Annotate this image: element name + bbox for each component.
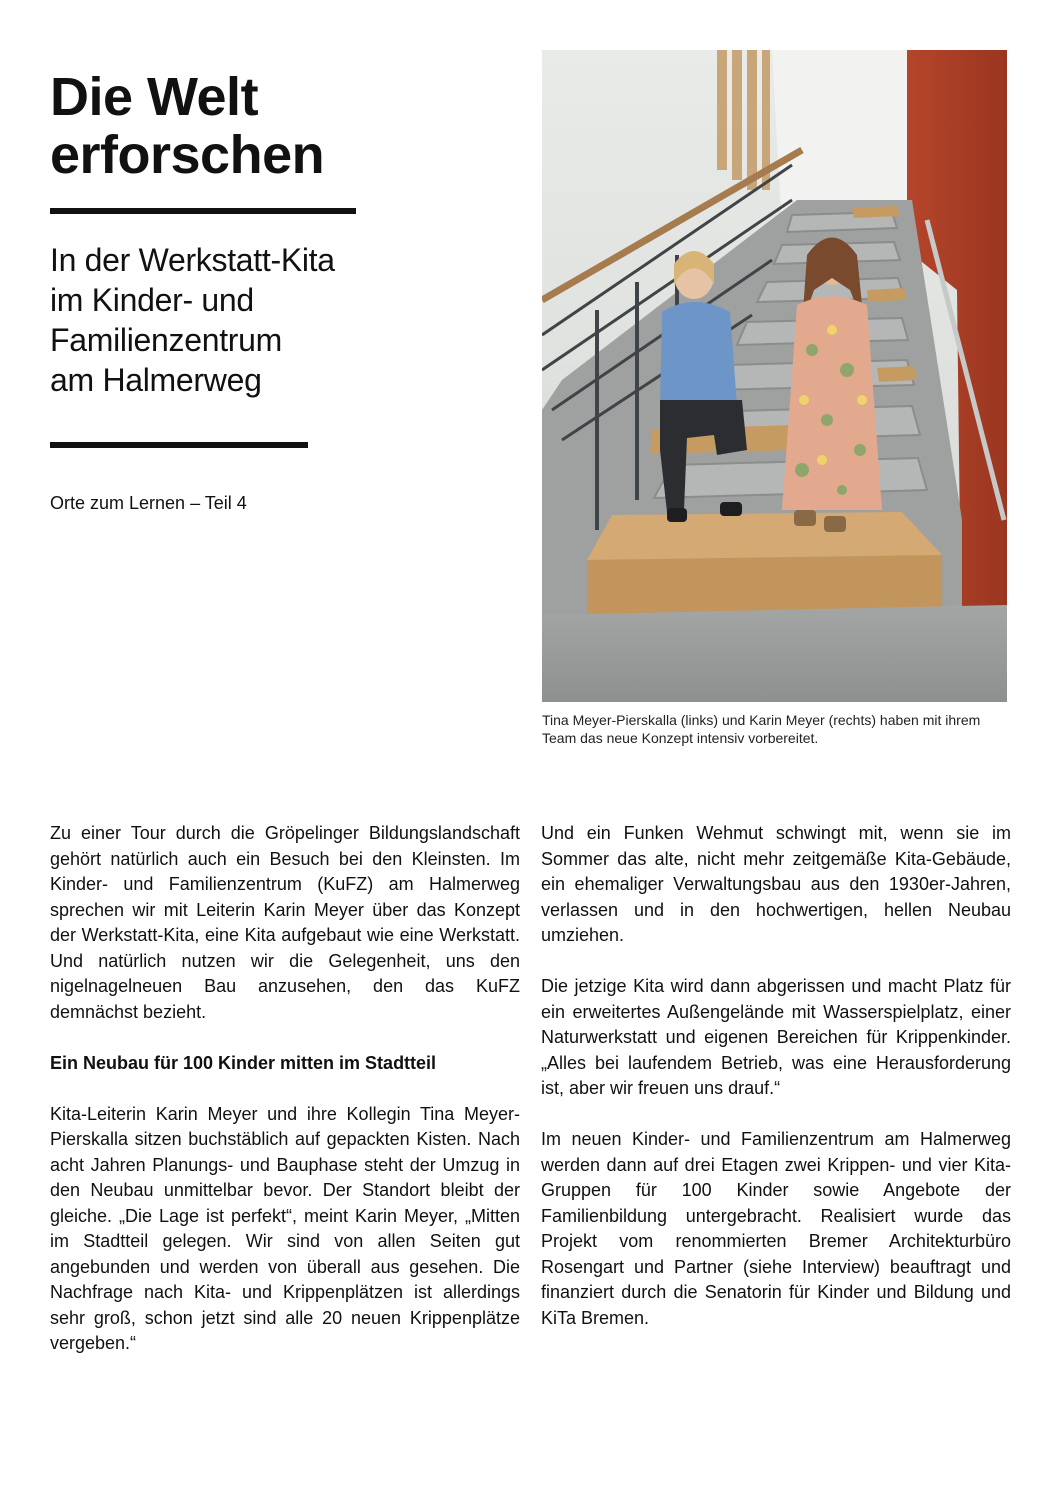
subtitle-line: Familienzentrum: [50, 322, 283, 358]
subtitle-line: im Kinder- und: [50, 282, 254, 318]
body-paragraph: Im neuen Kinder- und Familienzentrum am Halmerweg werden dann auf drei Etagen zwei Krippen- und vier Kita-Gruppen für 100 Kinder sowie Angebote der Familienbildung untergebracht. Realisiert wurde das Projekt vom renommierten Bremer Architekturbüro Rosengart und Partner (siehe Interview) beauftragt und finanziert durch die Senatorin für Kinder und Bildung und KiTa Bremen.: [541, 1129, 1011, 1328]
page-title: [50, 68, 520, 184]
subtitle-divider: [50, 442, 308, 448]
title-line: erforschen: [50, 125, 325, 185]
title-line: Die Welt: [50, 67, 259, 127]
photo-caption: Tina Meyer-Pierskalla (links) und Karin Meyer (rechts) haben mit ihrem Team das neue Konzept intensiv vorbereitet.: [542, 712, 981, 746]
subtitle-line: am Halmerweg: [50, 362, 262, 398]
body-paragraph: Die jetzige Kita wird dann abgerissen und macht Platz für ein erweitertes Außengelände mit Wasserspielplatz, einer Naturwerkstatt und eigenen Bereichen für Krippenkinder. „Alles bei laufendem Betrieb, was eine Herausforderung ist, aber wir freuen uns drauf.“: [541, 976, 1011, 1098]
subtitle-line: In der Werkstatt-Kita: [50, 242, 335, 278]
article-column-left: [50, 821, 520, 1382]
staircase-photo: [542, 50, 1007, 702]
series-label: Orte zum Lernen – Teil 4: [50, 493, 247, 513]
body-paragraph: Und ein Funken Wehmut schwingt mit, wenn sie im Sommer das alte, nicht mehr zeitgemäße Kita-Gebäude, ein ehemaliger Verwaltungsbau aus den 1930er-Jahren, verlassen und in den hochwertigen, hellen Neubau umziehen.: [541, 823, 1011, 945]
page-subtitle: [50, 240, 490, 400]
title-divider: [50, 208, 356, 214]
body-paragraph: Kita-Leiterin Karin Meyer und ihre Kollegin Tina Meyer-Pierskalla sitzen buchstäblich auf gepackten Kisten. Nach acht Jahren Planungs- und Bauphase steht der Umzug in den Neubau unmittelbar bevor. Der Standort bleibt der gleiche. „Die Lage ist perfekt“, meint Karin Meyer, „Mitten im Stadtteil gelegen. Wir sind von allen Seiten gut angebunden und werden von überall aus gesehen. Die Nachfrage nach Kita- und Krippenplätzen ist allerdings sehr groß, schon jetzt sind alle 20 neuen Krippenplätze vergeben.“: [50, 1103, 520, 1353]
intro-paragraph: Zu einer Tour durch die Gröpelinger Bildungslandschaft gehört natürlich auch ein Besuch bei den Kleinsten. Im Kinder- und Familienzentrum (KuFZ) am Halmerweg sprechen wir mit Leiterin Karin Meyer über das Konzept der Werkstatt-Kita, eine Kita aufgebaut wie eine Werkstatt. Und natürlich nutzen wir die Gelegenheit, uns den nigelnagelneuen Bau anzusehen, den das KuFZ demnächst bezieht.: [50, 823, 520, 1022]
section-heading: Ein Neubau für 100 Kinder mitten im Stadtteil: [50, 1052, 437, 1073]
article-column-right: [541, 821, 1011, 1357]
